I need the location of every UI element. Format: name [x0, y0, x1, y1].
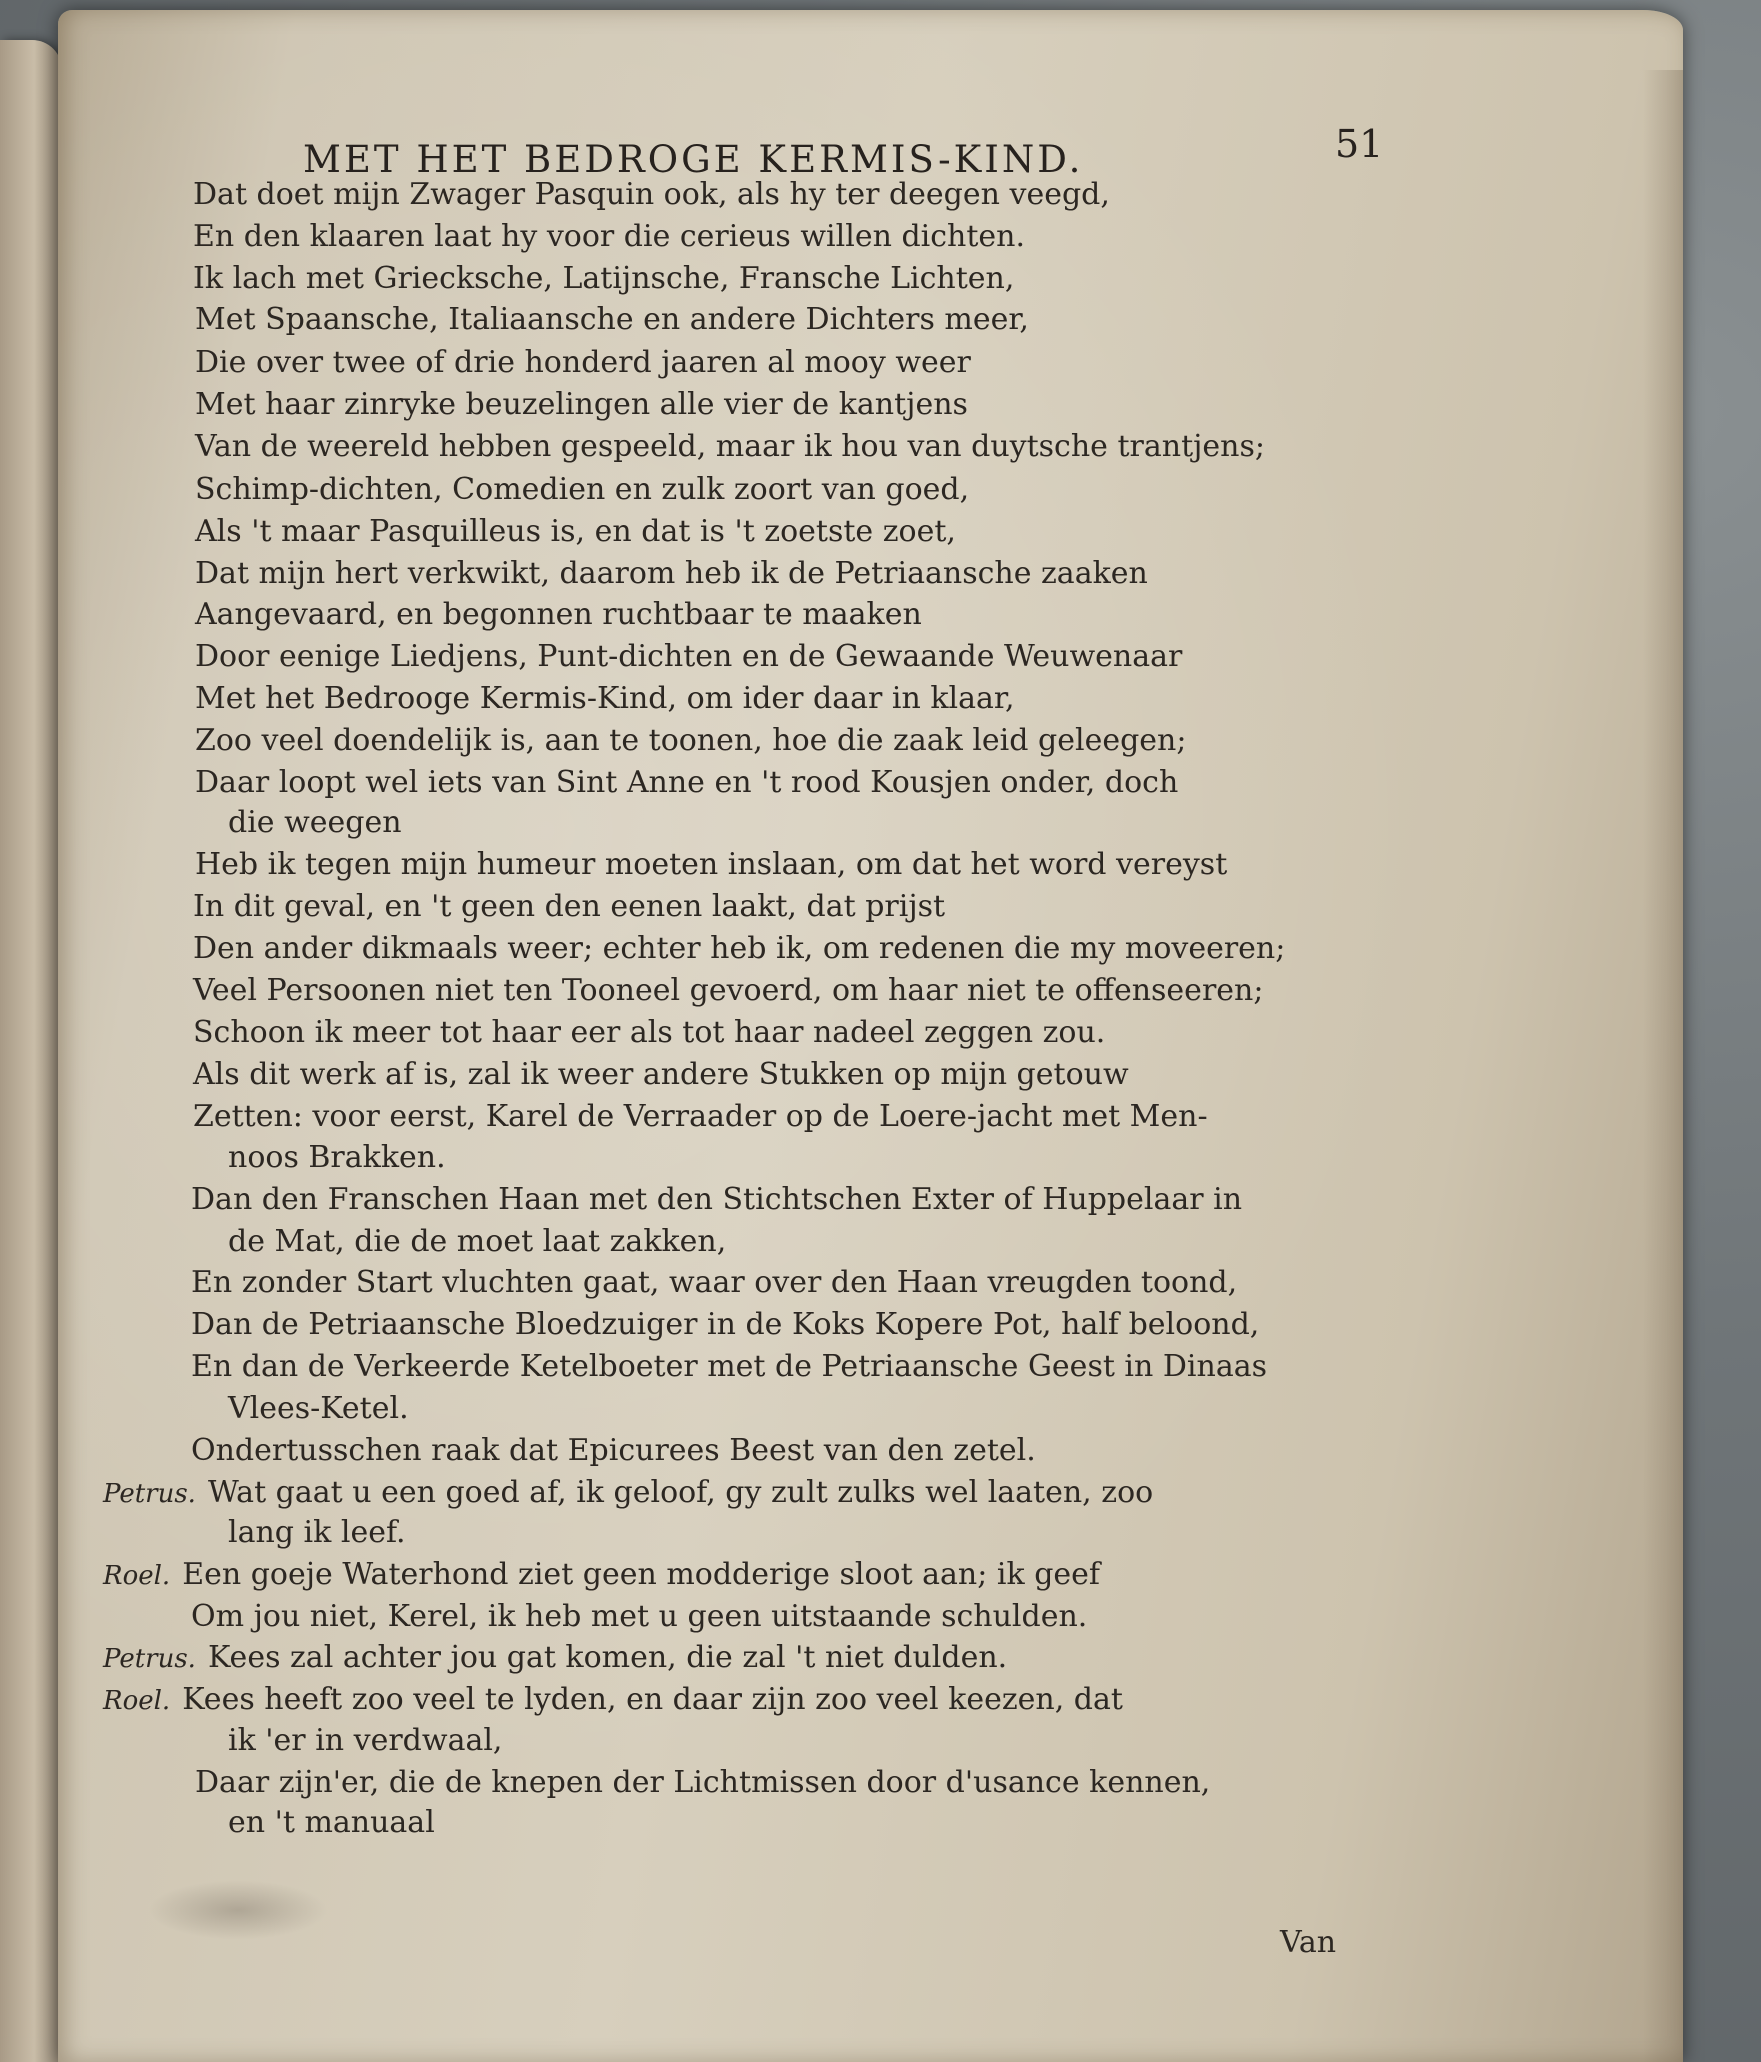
text-line: Heb ik tegen mijn humeur moeten inslaan, om dat het word vereyst — [195, 847, 1228, 882]
dialogue-text: Een goeje Waterhond ziet geen modderige sloot aan; ik geef — [182, 1557, 1101, 1592]
dialogue-text: Kees heeft zoo veel te lyden, en daar zijn zoo veel keezen, dat — [182, 1682, 1123, 1717]
text-line: die weegen — [228, 805, 402, 840]
text-line: Schoon ik meer tot haar eer als tot haar nadeel zeggen zou. — [193, 1015, 1106, 1050]
text-line: Zetten: voor eerst, Karel de Verraader op de Loere-jacht met Men- — [193, 1099, 1208, 1134]
text-line: Vlees-Ketel. — [228, 1391, 409, 1426]
text-line: de Mat, die de moet laat zakken, — [228, 1224, 727, 1259]
text-line: In dit geval, en 't geen den eenen laakt, dat prijst — [193, 889, 946, 924]
text-line: lang ik leef. — [228, 1515, 406, 1550]
text-line: Van de weereld hebben gespeeld, maar ik hou van duytsche trantjens; — [195, 429, 1266, 464]
book-page — [58, 10, 1683, 2062]
text-line: Die over twee of drie honderd jaaren al mooy weer — [195, 345, 971, 380]
text-line: Daar zijn'er, die de knepen der Lichtmissen door d'usance kennen, — [195, 1765, 1211, 1800]
previous-page-edge — [0, 40, 62, 2062]
text-line: Dan den Franschen Haan met den Stichtschen Exter of Huppelaar in — [191, 1182, 1243, 1217]
text-line: Om jou niet, Kerel, ik heb met u geen uitstaande schulden. — [191, 1599, 1088, 1634]
page-text — [58, 10, 1683, 2062]
text-line: En zonder Start vluchten gaat, waar over den Haan vreugden toond, — [191, 1265, 1238, 1300]
dialogue-line — [103, 1475, 1154, 1510]
speaker-label: Petrus. — [103, 1479, 196, 1509]
dialogue-text: Kees zal achter jou gat komen, die zal 't niet dulden. — [207, 1640, 1008, 1675]
text-line: En den klaaren laat hy voor die cerieus willen dichten. — [193, 219, 1026, 254]
dialogue-line — [103, 1640, 1008, 1675]
text-line: Dat mijn hert verkwikt, daarom heb ik de Petriaansche zaaken — [195, 556, 1148, 591]
catchword: Van — [1280, 1925, 1337, 1960]
dialogue-text: Wat gaat u een goed af, ik geloof, gy zult zulks wel laaten, zoo — [207, 1475, 1154, 1510]
text-line: en 't manuaal — [228, 1805, 435, 1840]
text-line: Ondertusschen raak dat Epicurees Beest van den zetel. — [191, 1433, 1036, 1468]
text-line: Als 't maar Pasquilleus is, en dat is 't zoetste zoet, — [195, 514, 956, 549]
text-line: Ik lach met Griecksche, Latijnsche, Fransche Lichten, — [193, 261, 1015, 296]
dialogue-line — [103, 1682, 1123, 1717]
dialogue-line — [103, 1557, 1101, 1592]
text-line: Met Spaansche, Italiaansche en andere Dichters meer, — [195, 302, 1029, 337]
text-line: Door eenige Liedjens, Punt-dichten en de Gewaande Weuwenaar — [195, 639, 1183, 674]
text-line: Dan de Petriaansche Bloedzuiger in de Koks Kopere Pot, half beloond, — [191, 1307, 1260, 1342]
text-line: Veel Persoonen niet ten Tooneel gevoerd, om haar niet te offenseeren; — [193, 973, 1264, 1008]
speaker-label: Roel. — [103, 1561, 171, 1591]
speaker-label: Petrus. — [103, 1644, 196, 1674]
text-line: Zoo veel doendelijk is, aan te toonen, hoe die zaak leid geleegen; — [195, 723, 1187, 758]
text-line: Met het Bedrooge Kermis-Kind, om ider daar in klaar, — [195, 681, 1015, 716]
text-line: Dat doet mijn Zwager Pasquin ook, als hy ter deegen veegd, — [193, 177, 1110, 212]
text-line: noos Brakken. — [228, 1140, 446, 1175]
text-line: Schimp-dichten, Comedien en zulk zoort van goed, — [195, 472, 970, 507]
page-number: 51 — [1335, 122, 1384, 166]
text-line: En dan de Verkeerde Ketelboeter met de Petriaansche Geest in Dinaas — [191, 1349, 1268, 1384]
running-head: MET HET BEDROGE KERMIS-KIND. — [303, 138, 1084, 181]
text-line: Aangevaard, en begonnen ruchtbaar te maaken — [195, 597, 922, 632]
text-line: Daar loopt wel iets van Sint Anne en 't rood Kousjen onder, doch — [195, 765, 1179, 800]
text-line: Als dit werk af is, zal ik weer andere Stukken op mijn getouw — [193, 1057, 1129, 1092]
text-line: ik 'er in verdwaal, — [228, 1723, 503, 1758]
text-line: Met haar zinryke beuzelingen alle vier de kantjens — [195, 387, 968, 422]
speaker-label: Roel. — [103, 1686, 171, 1716]
text-line: Den ander dikmaals weer; echter heb ik, om redenen die my moveeren; — [193, 931, 1286, 966]
